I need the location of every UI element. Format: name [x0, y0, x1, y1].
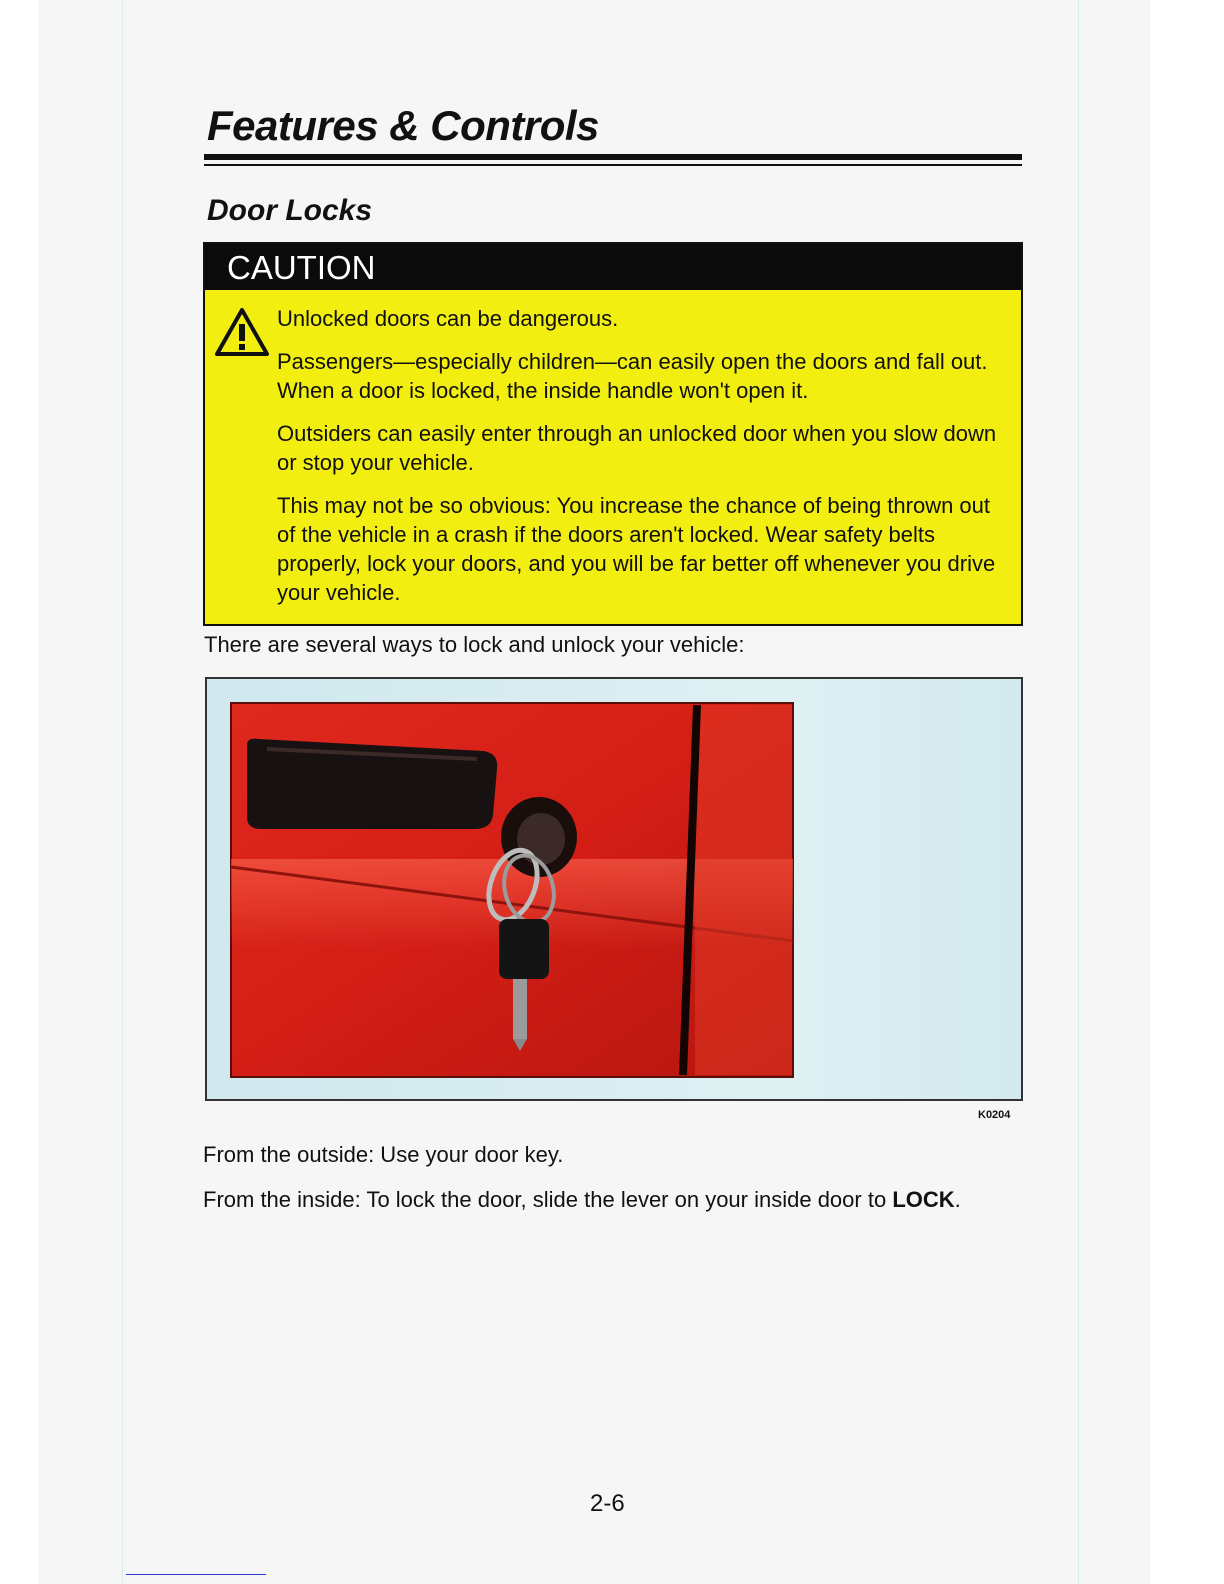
left-margin-line [122, 0, 123, 1584]
caution-paragraph: Passengers—especially children—can easily open the doors and fall out. When a door is locked, the inside handle won't open it. [277, 349, 988, 403]
caution-paragraph: Outsiders can easily enter through an unlocked door when you slow down or stop your vehicle. [277, 421, 997, 475]
footer-link-underline [126, 1574, 266, 1575]
inside-instruction [203, 1185, 1003, 1215]
warning-triangle-icon [213, 306, 271, 358]
door-lock-photo [205, 677, 1023, 1101]
caution-heading: CAUTION [205, 244, 1021, 290]
inside-instruction-end: . [954, 1187, 961, 1212]
page-number: 2-6 [590, 1490, 625, 1517]
chapter-title: Features & Controls [207, 102, 599, 149]
door-lock-illustration [207, 679, 1021, 1099]
outside-instruction: From the outside: Use your door key. [203, 1142, 564, 1167]
caution-paragraph: Unlocked doors can be dangerous. [277, 306, 619, 331]
caution-body [277, 304, 1007, 621]
figure-code: K0204 [978, 1109, 1011, 1121]
caution-paragraph: This may not be so obvious: You increase the chance of being thrown out of the vehicle in a crash if the doors aren't locked. Wear safety belts properly, lock your doors, and you will be far better off whenever you drive your vehicle. [277, 493, 996, 605]
section-title: Door Locks [207, 194, 373, 227]
lock-keyword: LOCK [892, 1187, 955, 1212]
inside-instruction-text: From the inside: To lock the door, slide the lever on your inside door to [203, 1187, 893, 1212]
header-rule-thick [204, 154, 1022, 160]
header-rule-thin [204, 164, 1022, 166]
right-margin-line [1078, 0, 1079, 1584]
caution-box [203, 242, 1023, 626]
intro-text: There are several ways to lock and unlock your vehicle: [204, 632, 745, 657]
